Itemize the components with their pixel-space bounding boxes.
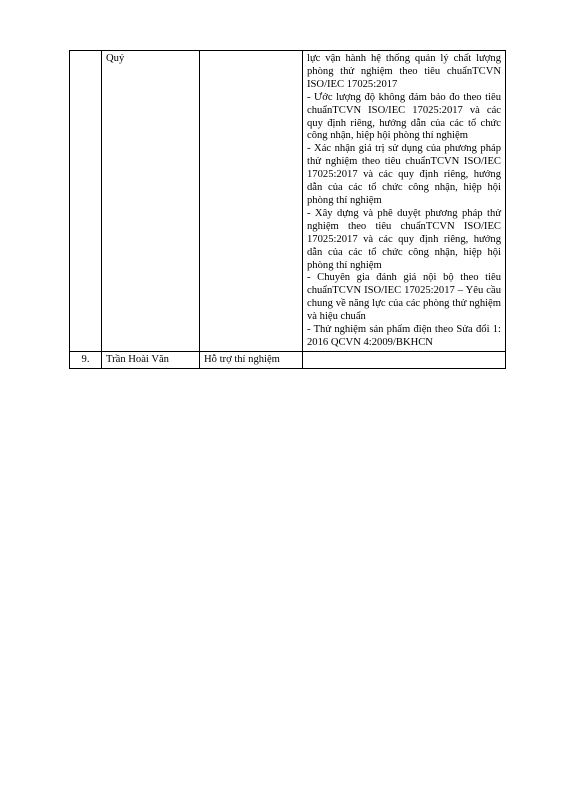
row-number-cell: 9. <box>70 351 102 368</box>
name-cell: Trần Hoài Văn <box>102 351 200 368</box>
name-cell: Quý <box>102 51 200 352</box>
duty-item: - Ước lượng độ không đảm bảo đo theo tiêu chuẩnTCVN ISO/IEC 17025:2017 và các quy định riêng, hướng dẫn của các tổ chức công nhận, hiệp hội phòng thí nghiệm <box>307 91 501 142</box>
duty-item: - Thử nghiệm sản phẩm điện theo Sửa đổi 1: 2016 QCVN 4:2009/BKHCN <box>307 324 501 348</box>
row-number-cell <box>70 51 102 352</box>
duties-cell <box>303 351 506 368</box>
role-cell <box>200 51 303 352</box>
staff-table <box>69 50 506 369</box>
duty-item: - Chuyên gia đánh giá nội bộ theo tiêu chuẩnTCVN ISO/IEC 17025:2017 – Yêu cầu chung về năng lực của các phòng thử nghiệm và hiệu chuẩn <box>307 272 501 323</box>
duty-item: lực vận hành hệ thống quản lý chất lượng phòng thử nghiệm theo tiêu chuẩnTCVN ISO/IEC 17025:2017 <box>307 53 501 90</box>
role-cell: Hỗ trợ thí nghiệm <box>200 351 303 368</box>
duty-item: - Xác nhận giá trị sử dụng của phương pháp thử nghiệm theo tiêu chuẩnTCVN ISO/IEC 17025:2017 và các quy định riêng, hướng dẫn của các tổ chức công nhận, hiệp hội phòng thí nghiệm <box>307 143 501 206</box>
duty-item: - Xây dựng và phê duyệt phương pháp thử nghiệm theo tiêu chuẩnTCVN ISO/IEC 17025:2017 và các quy định riêng, hướng dẫn của các tổ chức công nhận, hiệp hội phòng thí nghiệm <box>307 207 501 271</box>
table-row <box>70 351 506 368</box>
table-row <box>70 51 506 352</box>
duties-cell <box>303 51 506 352</box>
